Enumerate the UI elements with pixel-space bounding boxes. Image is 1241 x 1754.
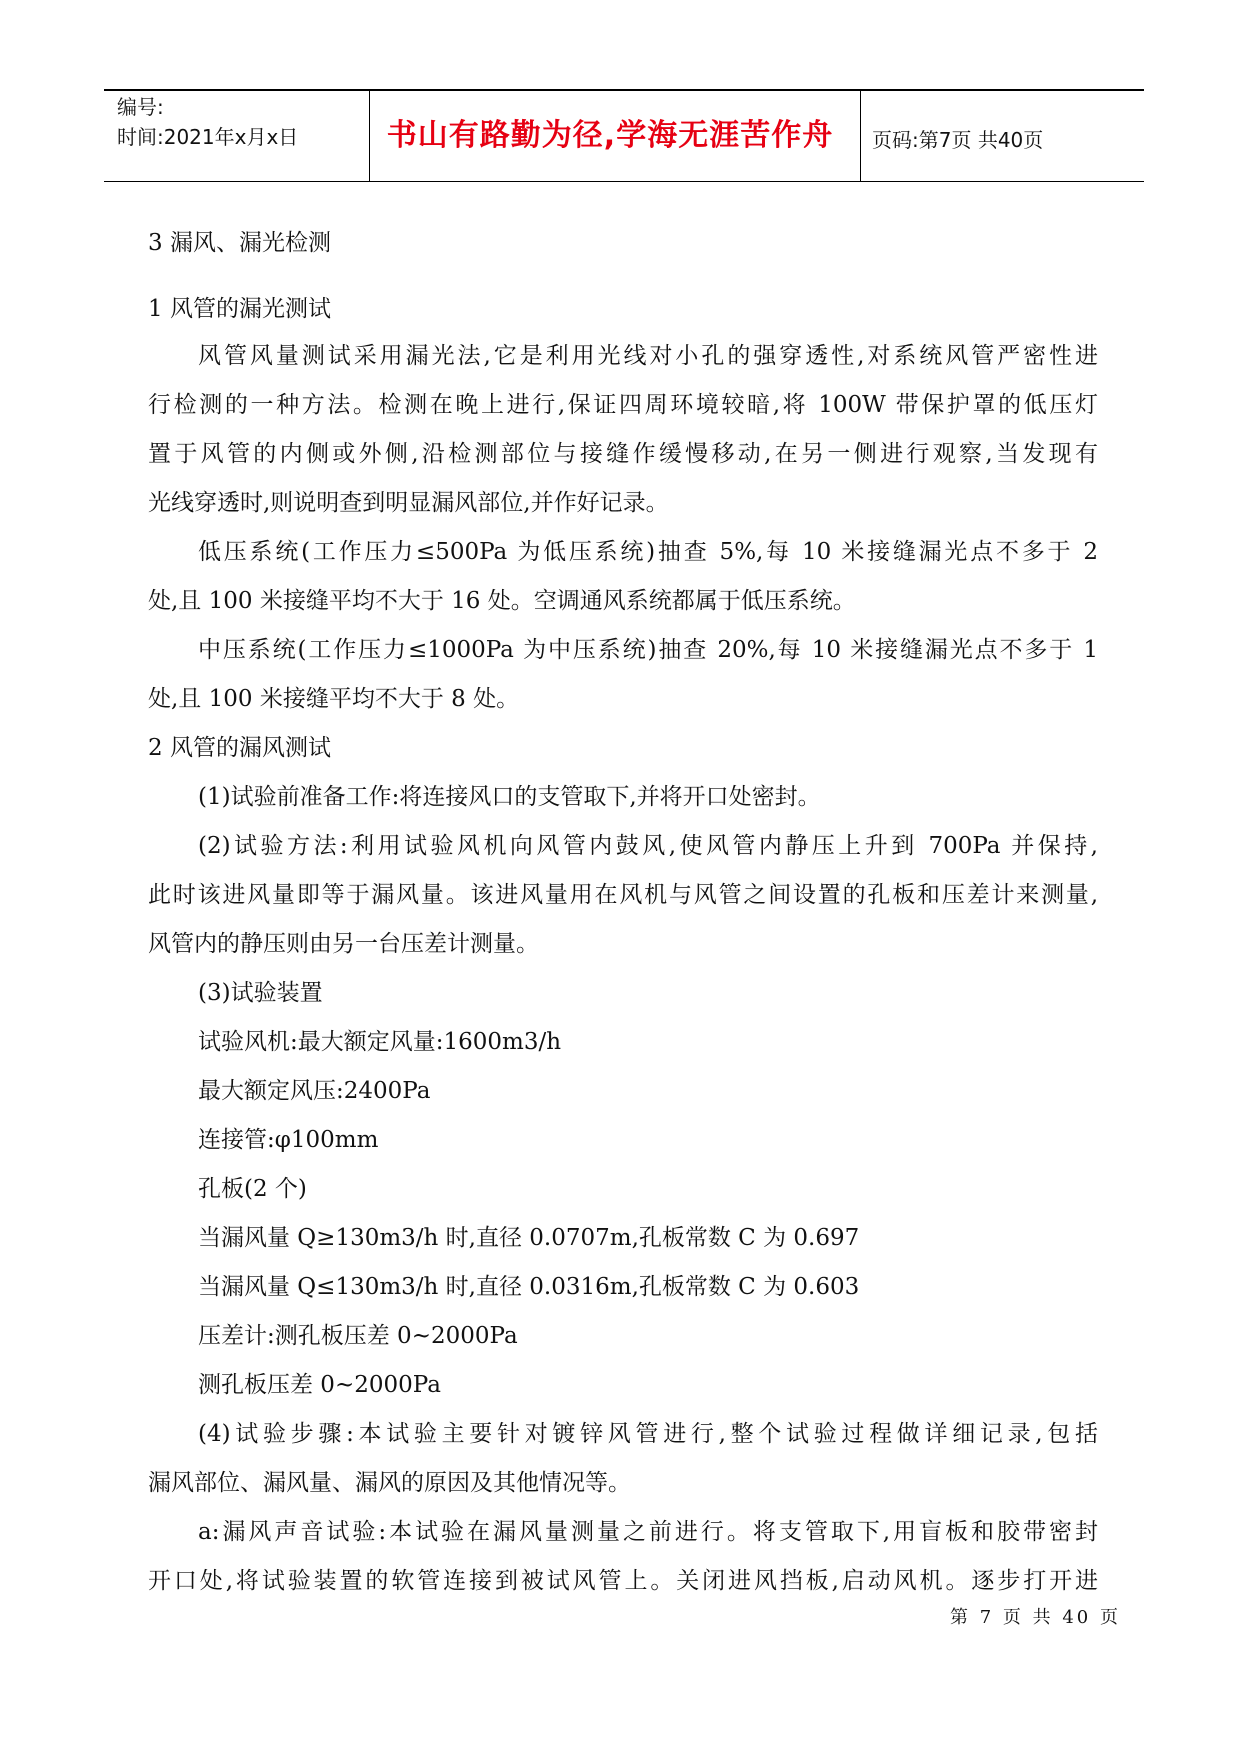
paragraph-line: 测孔板压差 0~2000Pa	[198, 1372, 441, 1398]
header-meta	[117, 92, 298, 152]
paragraph-line: 行检测的一种方法。检测在晚上进行,保证四周环境较暗,将 100W 带保护罩的低压灯	[148, 392, 1098, 418]
paragraph-line: 试验风机:最大额定风量:1600m3/h	[198, 1029, 562, 1055]
header-motto: 书山有路勤为径,学海无涯苦作舟	[386, 118, 834, 153]
paragraph-line: 孔板(2 个)	[198, 1176, 307, 1202]
paragraph-line: 处,且 100 米接缝平均不大于 16 处。空调通风系统都属于低压系统。	[148, 588, 856, 614]
paragraph-line: 漏风部位、漏风量、漏风的原因及其他情况等。	[148, 1470, 631, 1496]
document-number-label: 编号:	[117, 95, 164, 119]
paragraph-line: 连接管:φ100mm	[198, 1127, 379, 1153]
paragraph-line: 当漏风量 Q≤130m3/h 时,直径 0.0316m,孔板常数 C 为 0.603	[198, 1274, 860, 1300]
paragraph-line: 光线穿透时,则说明查到明显漏风部位,并作好记录。	[148, 490, 669, 516]
paragraph-line: 风管内的静压则由另一台压差计测量。	[148, 931, 539, 957]
paragraph-line: (2)试验方法:利用试验风机向风管内鼓风,使风管内静压上升到 700Pa 并保持,	[198, 833, 1098, 859]
paragraph-line: 最大额定风压:2400Pa	[198, 1078, 431, 1104]
paragraph-line: 处,且 100 米接缝平均不大于 8 处。	[148, 686, 520, 712]
header-top-rule	[104, 89, 1144, 91]
subsection-heading: 1 风管的漏光测试	[148, 296, 331, 322]
header-divider-right	[860, 90, 861, 182]
page-footer: 第 7 页 共 40 页	[950, 1607, 1121, 1628]
document-time-label: 时间:2021年x月x日	[117, 125, 299, 149]
paragraph-line: (4)试验步骤:本试验主要针对镀锌风管进行,整个试验过程做详细记录,包括	[198, 1421, 1098, 1447]
section-heading: 3 漏风、漏光检测	[148, 230, 331, 256]
paragraph-line: 开口处,将试验装置的软管连接到被试风管上。关闭进风挡板,启动风机。逐步打开进	[148, 1568, 1098, 1594]
paragraph-line: 中压系统(工作压力≤1000Pa 为中压系统)抽查 20%,每 10 米接缝漏光点不多于 1	[198, 637, 1098, 663]
paragraph-line: 压差计:测孔板压差 0~2000Pa	[198, 1323, 518, 1349]
paragraph-line: 风管风量测试采用漏光法,它是利用光线对小孔的强穿透性,对系统风管严密性进	[198, 343, 1098, 369]
paragraph-line: 当漏风量 Q≥130m3/h 时,直径 0.0707m,孔板常数 C 为 0.697	[198, 1225, 860, 1251]
paragraph-line: 置于风管的内侧或外侧,沿检测部位与接缝作缓慢移动,在另一侧进行观察,当发现有	[148, 441, 1098, 467]
header-bottom-rule	[104, 181, 1144, 182]
paragraph-line: (3)试验装置	[198, 980, 323, 1006]
header-page-label: 页码:第7页 共40页	[872, 128, 1044, 152]
paragraph-line: 低压系统(工作压力≤500Pa 为低压系统)抽查 5%,每 10 米接缝漏光点不多于 2	[198, 539, 1098, 565]
subsection-heading: 2 风管的漏风测试	[148, 735, 331, 761]
paragraph-line: 此时该进风量即等于漏风量。该进风量用在风机与风管之间设置的孔板和压差计来测量,	[148, 882, 1098, 908]
paragraph-line: (1)试验前准备工作:将连接风口的支管取下,并将开口处密封。	[198, 784, 821, 810]
paragraph-line: a:漏风声音试验:本试验在漏风量测量之前进行。将支管取下,用盲板和胶带密封	[198, 1519, 1098, 1545]
